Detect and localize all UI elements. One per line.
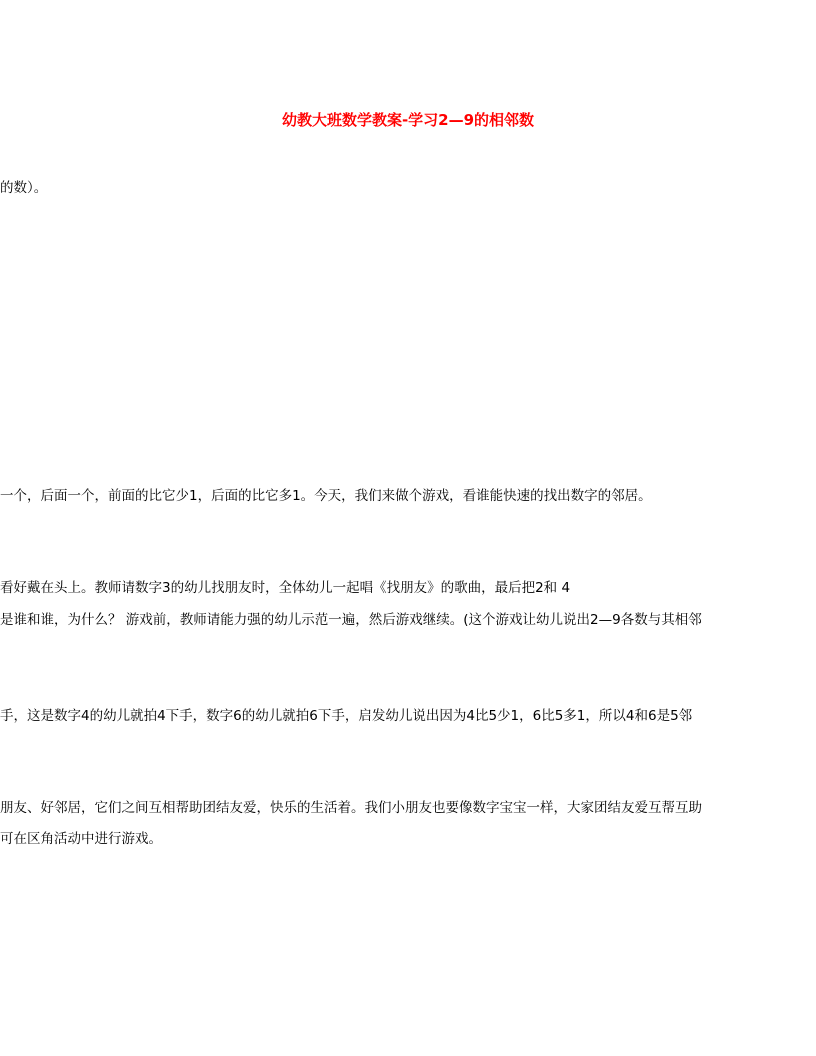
text-line-3: 看好戴在头上。教师请数字3的幼儿找朋友时，全体幼儿一起唱《找朋友》的歌曲，最后把2和 4 [0, 580, 571, 596]
text-line-4: 是谁和谁，为什么？ 游戏前，教师请能力强的幼儿示范一遍，然后游戏继续。(这个游戏让幼儿说出2—9各数与其相邻 [0, 612, 702, 628]
text-line-7: 可在区角活动中进行游戏。 [0, 831, 162, 847]
text-line-1: 的数）。 [0, 180, 48, 196]
document-title: 幼教大班数学教案-学习2—9的相邻数 [281, 111, 535, 129]
text-line-5: 手，这是数字4的幼儿就拍4下手，数字6的幼儿就拍6下手，启发幼儿说出因为4比5少1，6比5多1，所以4和6是5邻 [0, 708, 693, 724]
text-line-6: 朋友、好邻居，它们之间互相帮助团结友爱，快乐的生活着。我们小朋友也要像数字宝宝一样，大家团结友爱互帮互助 [0, 800, 702, 816]
text-line-2: 一个，后面一个，前面的比它少1，后面的比它多1。今天，我们来做个游戏，看谁能快速的找出数字的邻居。 [0, 488, 652, 504]
